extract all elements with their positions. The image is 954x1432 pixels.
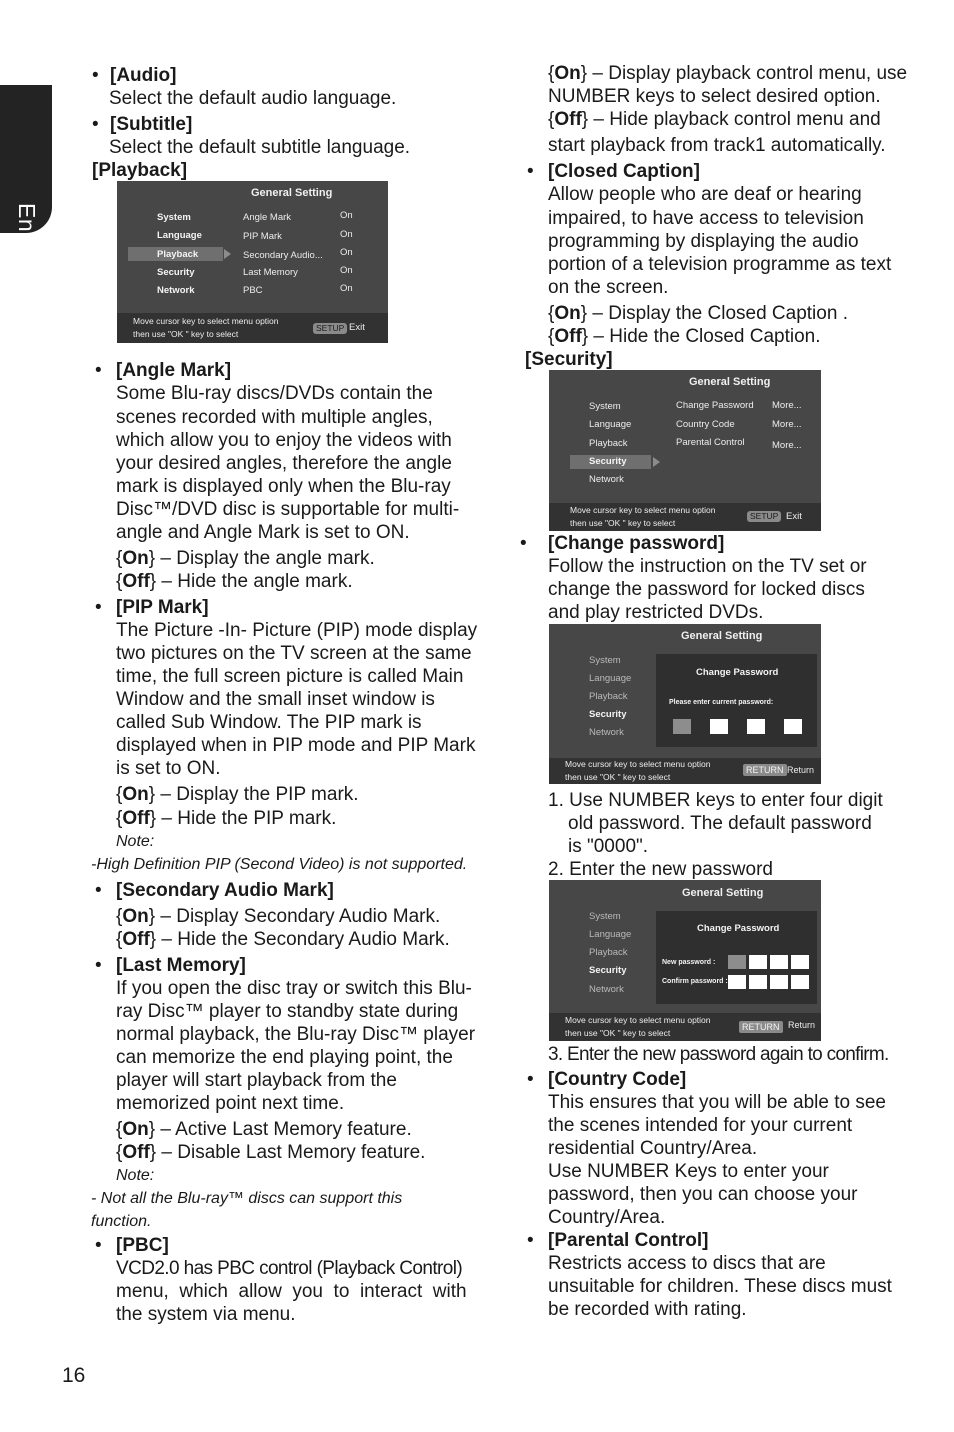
last-memory-off-line: {Off} – Disable Last Memory feature. xyxy=(116,1142,426,1163)
closed-caption-line: impaired, to have access to television xyxy=(548,208,864,229)
menu-item-language[interactable]: Language xyxy=(157,230,202,241)
menu-item-security[interactable]: Security xyxy=(157,267,195,278)
closed-caption-off-line: {Off} – Hide the Closed Caption. xyxy=(548,326,821,347)
menu-item-network[interactable]: Network xyxy=(589,474,624,485)
on-description: – Display the Closed Caption . xyxy=(587,303,848,324)
last-memory-line: If you open the disc tray or switch this Blu- xyxy=(116,978,472,999)
closed-caption-heading: [Closed Caption] xyxy=(548,161,700,182)
bullet: • xyxy=(92,114,99,135)
setup-button[interactable]: SETUP xyxy=(747,511,781,522)
country-code-line: This ensures that you will be able to see xyxy=(548,1092,886,1113)
selection-arrow-icon xyxy=(653,457,660,467)
last-memory-note: - Not all the Blu-ray™ discs can support this xyxy=(91,1190,403,1207)
menu-item-network[interactable]: Network xyxy=(157,285,195,296)
angle-mark-line: scenes recorded with multiple angles, xyxy=(116,407,433,428)
password-digit-box[interactable] xyxy=(710,719,728,734)
option-angle-mark-value[interactable]: On xyxy=(340,210,353,221)
off-keyword: Off xyxy=(122,571,150,592)
password-dialog xyxy=(656,911,817,1004)
exit-label: Exit xyxy=(349,322,365,333)
off-keyword: Off xyxy=(122,1142,150,1163)
option-secondary-audio-value[interactable]: On xyxy=(340,247,353,258)
country-code-line: Use NUMBER Keys to enter your xyxy=(548,1161,829,1182)
pip-mark-line: called Sub Window. The PIP mark is xyxy=(116,712,422,733)
parental-control-line: Restricts access to discs that are xyxy=(548,1253,826,1274)
on-keyword: On xyxy=(122,1119,149,1140)
angle-off-line: {Off} – Hide the angle mark. xyxy=(116,571,353,592)
security-heading: [Security] xyxy=(525,349,613,370)
on-description: – Display the angle mark. xyxy=(155,548,375,569)
footer-hint-1: Move cursor key to select menu option xyxy=(133,316,279,326)
menu-item-security[interactable]: Security xyxy=(589,709,627,720)
footer-hint-2: then use "OK " key to select xyxy=(565,772,671,782)
bullet: • xyxy=(95,360,102,381)
pbc-line: VCD2.0 has PBC control (Playback Control) xyxy=(116,1258,463,1279)
dialog-title: Change Password xyxy=(696,667,779,678)
parental-control-line: unsuitable for children. These discs must xyxy=(548,1276,892,1297)
new-password-digit-box[interactable] xyxy=(791,955,809,969)
change-password-line: change the password for locked discs xyxy=(548,579,865,600)
exit-label: Exit xyxy=(786,511,802,522)
last-memory-line: normal playback, the Blu-ray Disc™ player xyxy=(116,1024,476,1045)
on-description: – Active Last Memory feature. xyxy=(155,1119,412,1140)
menu-item-security[interactable]: Security xyxy=(589,965,627,976)
pip-on-line: {On} – Display the PIP mark. xyxy=(116,784,359,805)
change-password-line: Follow the instruction on the TV set or xyxy=(548,556,867,577)
password-digit-box[interactable] xyxy=(747,719,765,734)
on-keyword: On xyxy=(122,906,149,927)
option-pbc-value[interactable]: On xyxy=(340,283,353,294)
angle-mark-line: mark is displayed only when the Blu-ray xyxy=(116,476,451,497)
option-pip-mark-value[interactable]: On xyxy=(340,229,353,240)
audio-body: Select the default audio language. xyxy=(109,88,397,109)
screen-footer xyxy=(549,1013,821,1041)
step-1-line: 1. Use NUMBER keys to enter four digit xyxy=(548,790,883,811)
screen-title: General Setting xyxy=(251,187,333,199)
confirm-password-digit-box[interactable] xyxy=(728,975,746,989)
menu-item-system[interactable]: System xyxy=(589,911,621,922)
dialog-title: Change Password xyxy=(697,923,780,934)
last-memory-on-line: {On} – Active Last Memory feature. xyxy=(116,1119,412,1140)
off-keyword: Off xyxy=(554,109,582,130)
pip-mark-line: time, the full screen picture is called Main xyxy=(116,666,464,687)
pbc-heading: [PBC] xyxy=(116,1235,169,1256)
option-parental-control-value[interactable]: More... xyxy=(772,440,802,451)
off-description: – Hide the Closed Caption. xyxy=(588,326,821,347)
bullet: • xyxy=(92,65,99,86)
return-label: Return xyxy=(787,765,815,775)
change-password-screen xyxy=(549,624,821,784)
option-pip-mark[interactable]: PIP Mark xyxy=(243,231,282,242)
closed-caption-line: programming by displaying the audio xyxy=(548,231,859,252)
angle-mark-heading: [Angle Mark] xyxy=(116,360,232,381)
subtitle-body: Select the default subtitle language. xyxy=(109,137,411,158)
pip-mark-line: is set to ON. xyxy=(116,758,221,779)
on-keyword: On xyxy=(122,784,149,805)
bullet: • xyxy=(520,533,527,554)
pbc-on-line: {On} – Display playback control menu, use xyxy=(548,63,908,84)
page-number: 16 xyxy=(62,1364,86,1387)
pip-mark-line: Window and the small inset window is xyxy=(116,689,435,710)
new-password-label: New password : xyxy=(662,959,716,966)
footer-hint-1: Move cursor key to select menu option xyxy=(565,759,711,769)
security-settings-screen xyxy=(549,370,821,531)
option-change-password[interactable]: Change Password xyxy=(676,400,754,411)
on-keyword: On xyxy=(554,63,581,84)
off-keyword: Off xyxy=(122,929,150,950)
angle-mark-line: Some Blu-ray discs/DVDs contain the xyxy=(116,383,433,404)
bullet: • xyxy=(95,955,102,976)
playback-settings-screen xyxy=(117,181,388,343)
screen-footer xyxy=(549,758,821,784)
pip-mark-line: displayed when in PIP mode and PIP Mark xyxy=(116,735,476,756)
menu-item-language[interactable]: Language xyxy=(589,673,632,684)
angle-mark-line: Disc™/DVD disc is supportable for multi- xyxy=(116,499,460,520)
current-password-prompt: Please enter current password: xyxy=(669,699,774,706)
pbc-off-line2: start playback from track1 automatically. xyxy=(548,135,886,156)
off-description: – Disable Last Memory feature. xyxy=(156,1142,426,1163)
option-country-code[interactable]: Country Code xyxy=(676,419,735,430)
language-tab xyxy=(0,85,52,282)
off-description: – Hide the angle mark. xyxy=(156,571,353,592)
pbc-off-line: {Off} – Hide playback control menu and xyxy=(548,109,881,130)
last-memory-heading: [Last Memory] xyxy=(116,955,246,976)
last-memory-line: ray Disc™ player to standby state during xyxy=(116,1001,459,1022)
last-memory-note: function. xyxy=(91,1213,152,1230)
language-tab-label: English xyxy=(14,203,40,282)
footer-hint-2: then use "OK " key to select xyxy=(565,1028,671,1038)
confirm-password-label: Confirm password : xyxy=(662,978,728,985)
step-1-line: is "0000". xyxy=(568,836,649,857)
last-memory-line: memorized point next time. xyxy=(116,1093,345,1114)
country-code-heading: [Country Code] xyxy=(548,1069,687,1090)
screen-footer xyxy=(549,503,821,531)
closed-caption-on-line: {On} – Display the Closed Caption . xyxy=(548,303,848,324)
last-memory-note-label: Note: xyxy=(116,1167,155,1184)
footer-hint-2: then use "OK " key to select xyxy=(133,329,239,339)
parental-control-heading: [Parental Control] xyxy=(548,1230,709,1251)
menu-item-playback[interactable]: Playback xyxy=(589,438,628,449)
confirm-password-digit-box[interactable] xyxy=(749,975,767,989)
return-button[interactable]: RETURN xyxy=(743,764,787,776)
angle-on-line: {On} – Display the angle mark. xyxy=(116,548,375,569)
off-keyword: Off xyxy=(554,326,582,347)
screen-title: General Setting xyxy=(689,376,771,388)
option-country-code-value[interactable]: More... xyxy=(772,419,802,430)
pip-off-line: {Off} – Hide the PIP mark. xyxy=(116,808,337,829)
on-description: – Display Secondary Audio Mark. xyxy=(155,906,441,927)
return-button[interactable]: RETURN xyxy=(739,1021,783,1033)
step-1-line: old password. The default password xyxy=(568,813,872,834)
change-password-heading: [Change password] xyxy=(548,533,725,554)
menu-item-system[interactable]: System xyxy=(157,212,191,223)
option-last-memory-value[interactable]: On xyxy=(340,265,353,276)
setup-button[interactable]: SETUP xyxy=(313,323,347,334)
menu-item-language[interactable]: Language xyxy=(589,419,632,430)
country-code-line: Country/Area. xyxy=(548,1207,666,1228)
closed-caption-line: portion of a television programme as text xyxy=(548,254,892,275)
option-last-memory[interactable]: Last Memory xyxy=(243,267,298,278)
secondary-audio-heading: [Secondary Audio Mark] xyxy=(116,880,334,901)
menu-item-system[interactable]: System xyxy=(589,655,621,666)
bullet: • xyxy=(527,1069,534,1090)
off-description: – Hide playback control menu and xyxy=(588,109,881,130)
closed-caption-line: Allow people who are deaf or hearing xyxy=(548,184,862,205)
parental-control-line: be recorded with rating. xyxy=(548,1299,747,1320)
footer-hint-1: Move cursor key to select menu option xyxy=(570,505,716,515)
screen-title: General Setting xyxy=(682,887,764,899)
footer-hint-1: Move cursor key to select menu option xyxy=(565,1015,711,1025)
country-code-line: the scenes intended for your current xyxy=(548,1115,853,1136)
menu-item-system[interactable]: System xyxy=(589,401,621,412)
menu-item-playback[interactable]: Playback xyxy=(157,249,199,260)
password-digit-box[interactable] xyxy=(784,719,802,734)
new-password-screen xyxy=(549,880,821,1041)
off-description: – Hide the PIP mark. xyxy=(156,808,337,829)
pip-note: -High Definition PIP (Second Video) is not supported. xyxy=(91,856,468,873)
option-angle-mark[interactable]: Angle Mark xyxy=(243,212,292,223)
menu-item-network[interactable]: Network xyxy=(589,984,624,995)
menu-item-security[interactable]: Security xyxy=(589,456,627,467)
pip-mark-line: The Picture -In- Picture (PIP) mode display xyxy=(116,620,478,641)
bullet: • xyxy=(95,597,102,618)
audio-heading: [Audio] xyxy=(110,65,177,86)
pip-mark-heading: [PIP Mark] xyxy=(116,597,209,618)
last-memory-line: player will start playback from the xyxy=(116,1070,397,1091)
confirm-password-digit-box[interactable] xyxy=(770,975,788,989)
password-digit-box-active[interactable] xyxy=(673,719,691,734)
pbc-line: menu, which allow you to interact with xyxy=(116,1281,467,1302)
step-2: 2. Enter the new password xyxy=(548,859,773,880)
return-label: Return xyxy=(788,1020,816,1030)
menu-item-playback[interactable]: Playback xyxy=(589,691,628,702)
screen-footer xyxy=(117,313,388,343)
pbc-line: the system via menu. xyxy=(116,1304,296,1325)
country-code-line: residential Country/Area. xyxy=(548,1138,758,1159)
subtitle-heading: [Subtitle] xyxy=(110,114,193,135)
on-keyword: On xyxy=(122,548,149,569)
pip-note-label: Note: xyxy=(116,833,155,850)
bullet: • xyxy=(95,1235,102,1256)
on-keyword: On xyxy=(554,303,581,324)
menu-item-network[interactable]: Network xyxy=(589,727,624,738)
angle-mark-line: your desired angles, therefore the angle xyxy=(116,453,452,474)
pip-mark-line: two pictures on the TV screen at the same xyxy=(116,643,472,664)
screen-title: General Setting xyxy=(681,630,763,642)
new-password-digit-box[interactable] xyxy=(749,955,767,969)
off-description: – Hide the Secondary Audio Mark. xyxy=(156,929,450,950)
new-password-digit-box-active[interactable] xyxy=(728,955,746,969)
change-password-line: and play restricted DVDs. xyxy=(548,602,764,623)
pbc-on-line2: NUMBER keys to select desired option. xyxy=(548,86,881,107)
confirm-password-digit-box[interactable] xyxy=(791,975,809,989)
secondary-off-line: {Off} – Hide the Secondary Audio Mark. xyxy=(116,929,450,950)
angle-mark-line: which allow you to enjoy the videos with xyxy=(116,430,452,451)
selection-arrow-icon xyxy=(224,249,231,259)
option-parental-control[interactable]: Parental Control xyxy=(676,437,745,448)
country-code-line: password, then you can choose your xyxy=(548,1184,858,1205)
bullet: • xyxy=(527,161,534,182)
angle-mark-line: angle and Angle Mark is set to ON. xyxy=(116,522,410,543)
step-3: 3. Enter the new password again to confirm. xyxy=(548,1044,889,1065)
playback-heading: [Playback] xyxy=(92,160,188,181)
option-pbc[interactable]: PBC xyxy=(243,285,263,296)
new-password-digit-box[interactable] xyxy=(770,955,788,969)
option-secondary-audio[interactable]: Secondary Audio... xyxy=(243,250,323,261)
footer-hint-2: then use "OK " key to select xyxy=(570,518,676,528)
menu-item-language[interactable]: Language xyxy=(589,929,632,940)
menu-item-playback[interactable]: Playback xyxy=(589,947,628,958)
bullet: • xyxy=(95,880,102,901)
password-dialog xyxy=(656,654,817,747)
bullet: • xyxy=(527,1230,534,1251)
on-description: – Display the PIP mark. xyxy=(155,784,359,805)
on-description: – Display playback control menu, use xyxy=(587,63,908,84)
off-keyword: Off xyxy=(122,808,150,829)
closed-caption-line: on the screen. xyxy=(548,277,669,298)
option-change-password-value[interactable]: More... xyxy=(772,400,802,411)
secondary-on-line: {On} – Display Secondary Audio Mark. xyxy=(116,906,441,927)
last-memory-line: can memorize the end playing point, the xyxy=(116,1047,453,1068)
